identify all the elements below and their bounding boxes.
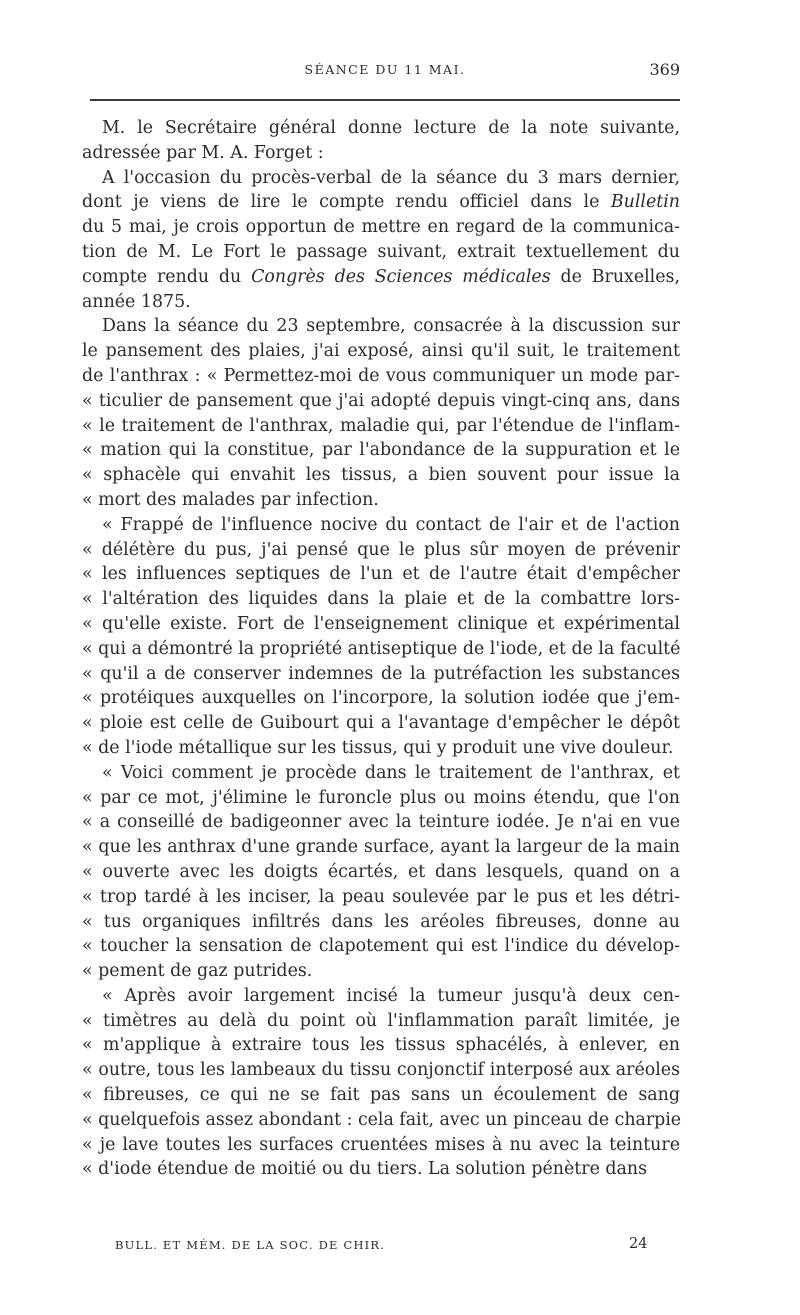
paragraph bbox=[82, 984, 680, 1182]
text-line: « Après avoir largement incisé la tumeur jusqu'à deux cen- bbox=[102, 985, 680, 1006]
page-number: 369 bbox=[649, 60, 680, 79]
text-line: « trop tardé à les inciser, la peau soulevée par le pus et les détri- bbox=[82, 886, 680, 907]
text-line: « a conseillé de badigeonner avec la teinture iodée. Je n'ai en vue bbox=[82, 812, 680, 833]
text-line: « mort des malades par infection. bbox=[82, 489, 379, 510]
page-header bbox=[90, 62, 680, 86]
text-line: « le traitement de l'anthrax, maladie qui, par l'étendue de l'inflam- bbox=[82, 415, 680, 436]
text-line: « fibreuses, ce qui ne se fait pas sans un écoulement de sang bbox=[82, 1085, 680, 1106]
text-line: « timètres au delà du point où l'inflammation paraît limitée, je bbox=[82, 1010, 680, 1031]
text-line: « qu'il a de conserver indemnes de la putréfaction les substances bbox=[82, 663, 680, 684]
text-line: « protéiques auxquelles on l'incorpore, la solution iodée que j'em- bbox=[82, 688, 680, 709]
text-line: « mation qui la constitue, par l'abondance de la suppuration et le bbox=[82, 440, 680, 461]
page-footer bbox=[115, 1238, 680, 1258]
text-line: « pement de gaz putrides. bbox=[82, 961, 313, 982]
text-line: « de l'iode métallique sur les tissus, qui y produit une vive douleur. bbox=[82, 737, 674, 758]
text-line: « l'altération des liquides dans la plaie et de la combattre lors- bbox=[82, 589, 680, 610]
text-line: « que les anthrax d'une grande surface, ayant la largeur de la main bbox=[82, 837, 680, 858]
text-line: « quelquefois assez abondant : cela fait, avec un pinceau de charpie bbox=[82, 1109, 682, 1130]
text-line: « tus organiques infiltrés dans les aréoles fibreuses, donne au bbox=[82, 911, 680, 932]
text-line: « outre, tous les lambeaux du tissu conjonctif interposé aux aréoles bbox=[82, 1060, 680, 1081]
paragraph bbox=[82, 761, 680, 984]
text-line: « sphacèle qui envahit les tissus, a bien souvent pour issue la bbox=[82, 465, 680, 486]
paragraph bbox=[82, 513, 680, 761]
text-line: le pansement des plaies, j'ai exposé, ainsi qu'il suit, le traitement bbox=[82, 341, 680, 362]
text-line: adressée par M. A. Forget : bbox=[82, 142, 324, 163]
text-line: tion de M. Le Fort le passage suivant, extrait textuellement du bbox=[82, 241, 680, 262]
text-line: « délétère du pus, j'ai pensé que le plus sûr moyen de prévenir bbox=[82, 539, 680, 560]
text-line: du 5 mai, je crois opportun de mettre en regard de la communica- bbox=[82, 217, 680, 238]
text-line: « les influences septiques de l'un et de l'autre était d'empêcher bbox=[82, 564, 680, 585]
text-line: « je lave toutes les surfaces cruentées mises à nu avec la teinture bbox=[82, 1134, 680, 1155]
text-line: « m'applique à extraire tous les tissus sphacélés, à enlever, en bbox=[82, 1035, 680, 1056]
text-line: « par ce mot, j'élimine le furoncle plus ou moins étendu, que l'on bbox=[82, 787, 680, 808]
paragraph bbox=[82, 314, 680, 512]
text-line: « qu'elle existe. Fort de l'enseignement clinique et expérimental bbox=[82, 613, 680, 634]
footer-signature-number: 24 bbox=[629, 1236, 648, 1252]
text-line: « toucher la sensation de clapotement qui est l'indice du dévelop- bbox=[82, 936, 680, 957]
header-rule bbox=[90, 99, 680, 101]
text-line: de l'anthrax : « Permettez-moi de vous communiquer un mode par- bbox=[82, 365, 680, 386]
running-title: SÉANCE DU 11 MAI. bbox=[304, 62, 466, 77]
paragraph bbox=[82, 116, 680, 166]
text-line: « ouverte avec les doigts écartés, et dans lesquels, quand on a bbox=[82, 861, 680, 882]
text-line: année 1875. bbox=[82, 291, 191, 312]
text-line: M. le Secrétaire général donne lecture de la note suivante, bbox=[102, 118, 680, 138]
text-line: « ploie est celle de Guibourt qui a l'avantage d'empêcher le dépôt bbox=[82, 713, 680, 734]
text-line: « Voici comment je procède dans le traitement de l'anthrax, et bbox=[102, 762, 680, 783]
text-line: « d'iode étendue de moitié ou du tiers. La solution pénètre dans bbox=[82, 1159, 648, 1180]
text-line: A l'occasion du procès-verbal de la séance du 3 mars dernier, bbox=[102, 167, 680, 188]
body-text bbox=[82, 116, 680, 1182]
footer-journal-title: BULL. ET MÉM. DE LA SOC. DE CHIR. bbox=[115, 1238, 386, 1252]
text-line: « ticulier de pansement que j'ai adopté depuis vingt-cinq ans, dans bbox=[82, 390, 680, 411]
text-line: « qui a démontré la propriété antiseptique de l'iode, et de la faculté bbox=[82, 638, 681, 659]
text-line: dont je viens de lire le compte rendu officiel dans le Bulletin bbox=[82, 192, 680, 213]
text-line: Dans la séance du 23 septembre, consacrée à la discussion sur bbox=[102, 316, 680, 337]
paragraph bbox=[82, 166, 680, 315]
text-line: compte rendu du Congrès des Sciences médicales de Bruxelles, bbox=[82, 266, 680, 287]
text-line: « Frappé de l'influence nocive du contact de l'air et de l'action bbox=[102, 514, 680, 535]
